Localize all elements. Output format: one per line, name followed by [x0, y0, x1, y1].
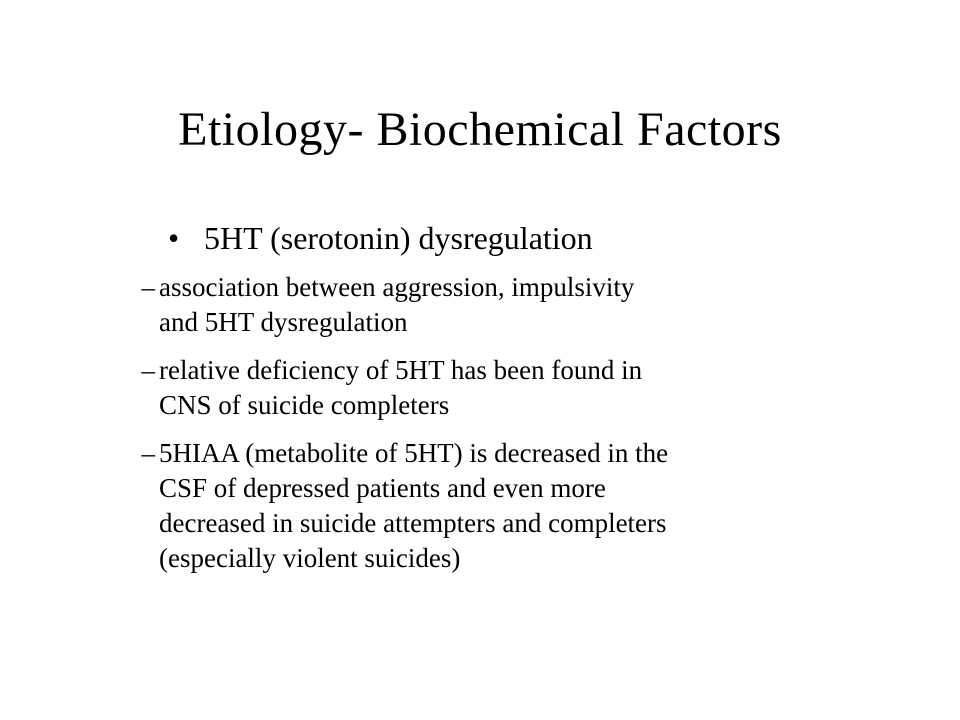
- sub-bullet-line: CNS of suicide completers: [159, 390, 450, 420]
- sub-bullet-line: relative deficiency of 5HT has been found in: [159, 355, 643, 385]
- slide-title: Etiology- Biochemical Factors: [178, 103, 782, 156]
- sub-bullet-item: [0, 270, 889, 340]
- sub-bullet-line: 5HIAA (metabolite of 5HT) is decreased in the: [159, 438, 669, 468]
- sub-bullet-line: (especially violent suicides): [159, 543, 461, 573]
- dash-marker: –: [141, 355, 155, 385]
- dash-marker: –: [141, 272, 155, 302]
- sub-bullet-list: [141, 270, 888, 576]
- bullet-item: [168, 216, 888, 260]
- sub-bullet-line: decreased in suicide attempters and completers: [159, 508, 667, 538]
- bullet-marker: •: [168, 220, 180, 256]
- bullet-text: 5HT (serotonin) dysregulation: [204, 220, 593, 256]
- sub-bullet-line: association between aggression, impulsivity: [159, 272, 635, 302]
- sub-bullet-line: and 5HT dysregulation: [159, 307, 408, 337]
- sub-bullet-item: [0, 436, 889, 576]
- sub-bullet-line: CSF of depressed patients and even more: [159, 473, 606, 503]
- slide-content: [141, 216, 888, 589]
- sub-bullet-item: [0, 353, 889, 423]
- dash-marker: –: [141, 438, 155, 468]
